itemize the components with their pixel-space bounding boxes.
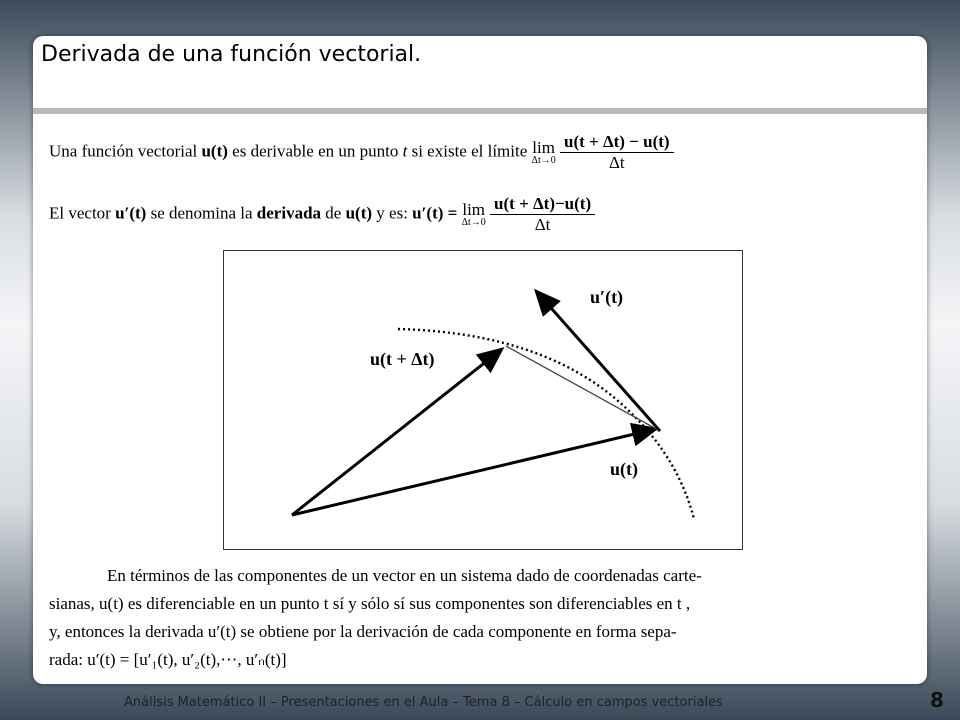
def1-limit: [532, 139, 556, 166]
def2-pre: El vector: [49, 203, 111, 223]
def2-denominator: Δt: [534, 215, 551, 234]
def1-post: si existe el límite: [411, 141, 528, 161]
def2-lim-word: lim: [462, 200, 486, 219]
label-u-prime: u′(t): [590, 287, 624, 307]
def2-de: de: [325, 203, 342, 223]
def1-numerator: u(t + Δt) − u(t): [560, 132, 674, 153]
components-paragraph: [49, 562, 919, 674]
def2-numerator: u(t + Δt)−u(t): [490, 194, 595, 215]
para-line-3: y, entonces la derivada u′(t) se obtiene por la derivación de cada componente en forma sepa-: [49, 622, 677, 641]
def2-fraction: [490, 194, 595, 235]
vector-derivative-figure: [223, 250, 743, 550]
def2-derivada: derivada: [256, 203, 322, 223]
label-u-t: u(t): [610, 459, 638, 479]
page-number: 8: [930, 688, 944, 712]
slide-title: Derivada de una función vectorial.: [41, 42, 422, 67]
curve-dotted: [398, 329, 694, 519]
slide: [33, 36, 927, 684]
def1-lim-sub: Δt→0: [531, 155, 556, 166]
def1-mid: es derivable en un punto: [232, 141, 399, 161]
label-u-t-plus-dt: u(t + Δt): [370, 349, 435, 369]
def1-ut: u(t): [201, 141, 228, 161]
secant-line: [506, 346, 660, 431]
def2-ut: u(t): [345, 203, 373, 223]
para-line-4: rada: u′(t) = [u′₁(t), u′₂(t),⋯, u′ₙ(t)]: [49, 650, 287, 669]
def2-mid: se denomina la: [150, 203, 253, 223]
slide-content: [33, 114, 927, 684]
def1-pre: Una función vectorial: [49, 141, 198, 161]
def1-t: t: [402, 141, 408, 161]
para-line-2: sianas, u(t) es diferenciable en un punto t sí y sólo sí sus componentes son diferenciables en t ,: [49, 594, 691, 613]
footer-text: Análisis Matemático II – Presentaciones en el Aula – Tema 8 – Cálculo en campos vectoriales: [124, 695, 723, 710]
figure-drawing: [224, 251, 742, 549]
def1-denominator: Δt: [608, 153, 625, 172]
def2-uprime: u′(t): [115, 203, 147, 223]
title-bar: [33, 36, 927, 114]
def2-limit: [462, 201, 486, 228]
para-line-1: En términos de las componentes de un vector en un sistema dado de coordenadas carte-: [107, 566, 702, 585]
def2-lhs: u′(t) =: [412, 203, 458, 223]
def2-lim-sub: Δt→0: [461, 217, 486, 228]
def1-fraction: [560, 132, 674, 173]
definition-line-2: [49, 194, 595, 235]
definition-line-1: [49, 132, 674, 173]
def1-lim-word: lim: [532, 138, 555, 157]
def2-yes: y es:: [376, 203, 408, 223]
